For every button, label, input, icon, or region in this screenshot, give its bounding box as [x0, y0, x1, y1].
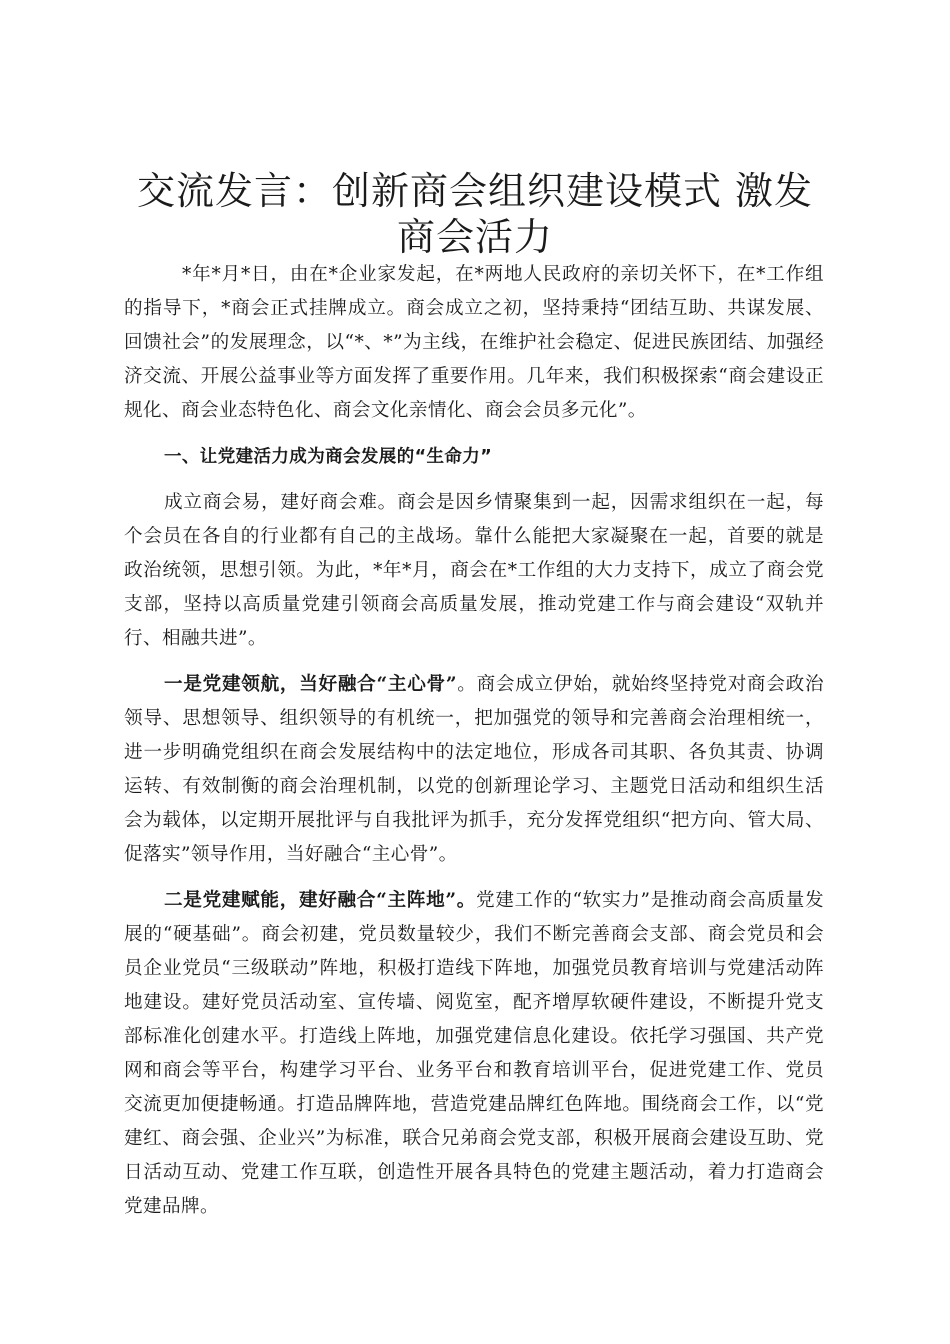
section-heading-1: 一、让党建活力成为商会发展的“生命力” — [164, 447, 493, 467]
point-1-paragraph — [124, 668, 824, 872]
section-1-paragraph: 成立商会易，建好商会难。商会是因乡情聚集到一起，因需求组织在一起，每个会员在各自的行业都有自己的主战场。靠什么能把大家凝聚在一起，首要的就是政治统领，思想引领。为此，*年*月，商会在*工作组的大力支持下，成立了商会党支部，坚持以高质量党建引领商会高质量发展，推动党建工作与商会建设“双轨并行、相融共进”。 — [124, 492, 824, 649]
document-body — [124, 258, 824, 1224]
point-2-lead: 二是党建赋能，建好融合“主阵地”。 — [164, 890, 477, 911]
point-1-text: 。商会成立伊始，就始终坚持党对商会政治领导、思想领导、组织领导的有机统一，把加强党的领导和完善商会治理相统一，进一步明确党组织在商会发展结构中的法定地位，形成各司其职、各负其责、协调运转、有效制衡的商会治理机制，以党的创新理论学习、主题党日活动和组织生活会为载体，以定期开展批评与自我批评为抓手，充分发挥党组织“把方向、管大局、促落实”领导作用，当好融合“主心骨”。 — [124, 674, 824, 865]
point-2-paragraph — [124, 884, 824, 1224]
point-1-lead: 一是党建领航，当好融合“主心骨” — [164, 674, 457, 695]
intro-paragraph: *年*月*日，由在*企业家发起，在*两地人民政府的亲切关怀下，在*工作组的指导下，*商会正式挂牌成立。商会成立之初，坚持秉持“团结互助、共谋发展、回馈社会”的发展理念，以“*、*”为主线，在维护社会稳定、促进民族团结、加强经济交流、开展公益事业等方面发挥了重要作用。几年来，我们积极探索“商会建设正规化、商会业态特色化、商会文化亲情化、商会会员多元化”。 — [124, 264, 824, 421]
document-title: 交流发言：创新商会组织建设模式 激发商会活力 — [136, 169, 814, 259]
point-2-text: 党建工作的“软实力”是推动商会高质量发展的“硬基础”。商会初建，党员数量较少，我们不断完善商会支部、商会党员和会员企业党员“三级联动”阵地，积极打造线下阵地，加强党员教育培训与党建活动阵地建设。建好党员活动室、宣传墙、阅览室，配齐增厚软硬件建设，不断提升党支部标准化创建水平。打造线上阵地，加强党建信息化建设。依托学习强国、共产党网和商会等平台，构建学习平台、业务平台和教育培训平台，促进党建工作、党员交流更加便捷畅通。打造品牌阵地，营造党建品牌红色阵地。围绕商会工作，以“党建红、商会强、企业兴”为标准，联合兄弟商会党支部，积极开展商会建设互助、党日活动互动、党建工作互联，创造性开展各具特色的党建主题活动，着力打造商会党建品牌。 — [124, 890, 824, 1217]
